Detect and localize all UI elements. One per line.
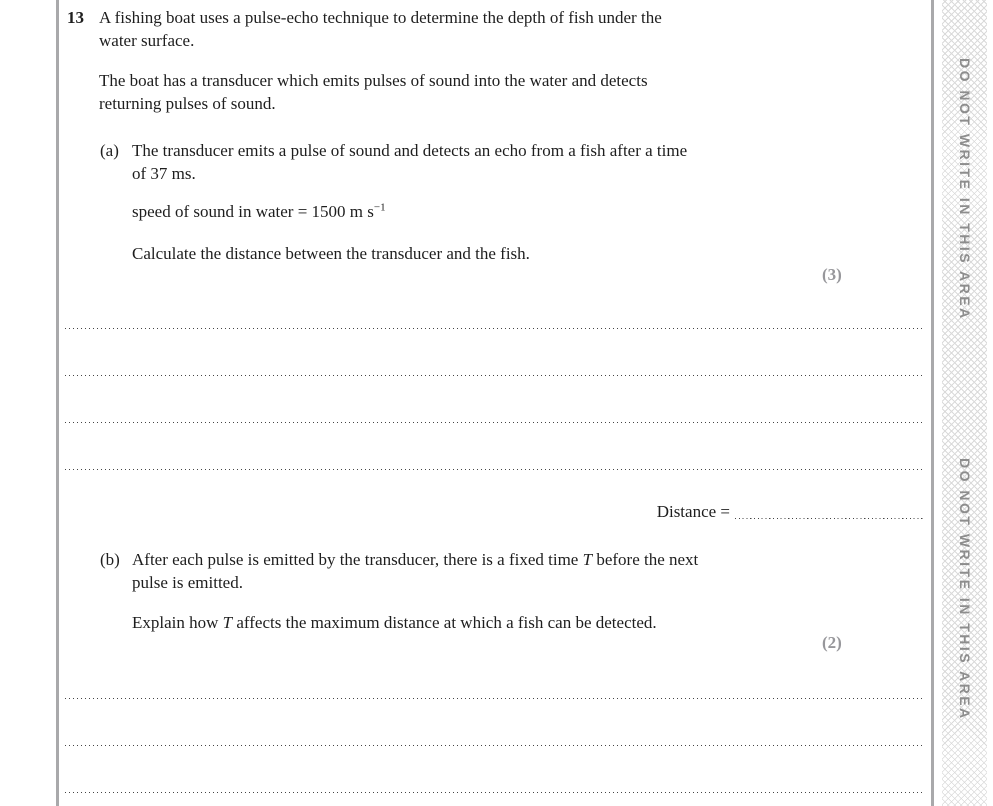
part-a-line-1: The transducer emits a pulse of sound and detects an echo from a fish after a time bbox=[132, 141, 688, 160]
part-a-line-2: of 37 ms. bbox=[132, 164, 196, 183]
answer-line bbox=[65, 791, 925, 793]
formula-exponent: −1 bbox=[373, 201, 386, 214]
paragraph2-line-1: The boat has a transducer which emits pulses of sound into the water and detects bbox=[99, 71, 648, 90]
paragraph2-line-2: returning pulses of sound. bbox=[99, 94, 276, 113]
answer-line bbox=[65, 468, 925, 470]
part-b-line-1-tail: before the next bbox=[592, 550, 699, 569]
part-b-marks: (2) bbox=[822, 633, 842, 652]
distance-answer-row bbox=[580, 500, 925, 523]
part-a-task: Calculate the distance between the transducer and the fish. bbox=[132, 244, 530, 263]
part-a-marks: (3) bbox=[822, 265, 842, 284]
part-a-label: (a) bbox=[100, 141, 119, 160]
do-not-write-label-bottom: DO NOT WRITE IN THIS AREA bbox=[957, 458, 973, 721]
answer-line bbox=[65, 744, 925, 746]
part-b-task-text: Explain how bbox=[132, 613, 223, 632]
speed-of-sound-formula bbox=[132, 200, 386, 223]
part-b-line-2: pulse is emitted. bbox=[132, 573, 243, 592]
answer-line bbox=[65, 374, 925, 376]
left-margin-rule bbox=[56, 0, 59, 806]
distance-label: Distance = bbox=[656, 502, 730, 521]
answer-line bbox=[65, 697, 925, 699]
part-b-line-1 bbox=[132, 548, 698, 571]
variable-T: T bbox=[582, 550, 593, 569]
answer-line bbox=[65, 421, 925, 423]
part-b-task-tail: affects the maximum distance at which a fish can be detected. bbox=[232, 613, 657, 632]
answer-line bbox=[65, 327, 925, 329]
distance-answer-line bbox=[735, 517, 925, 519]
question-number: 13 bbox=[67, 8, 84, 27]
do-not-write-label-top: DO NOT WRITE IN THIS AREA bbox=[957, 58, 973, 321]
intro-line-1: A fishing boat uses a pulse-echo technique to determine the depth of fish under the bbox=[99, 8, 662, 27]
part-b-line-1-text: After each pulse is emitted by the transducer, there is a fixed time bbox=[132, 550, 583, 569]
variable-T: T bbox=[222, 613, 233, 632]
part-b-label: (b) bbox=[100, 550, 120, 569]
intro-line-2: water surface. bbox=[99, 31, 195, 50]
right-margin-rule bbox=[931, 0, 934, 806]
part-b-task bbox=[132, 611, 657, 634]
formula-text: speed of sound in water = 1500 m s bbox=[132, 202, 374, 221]
